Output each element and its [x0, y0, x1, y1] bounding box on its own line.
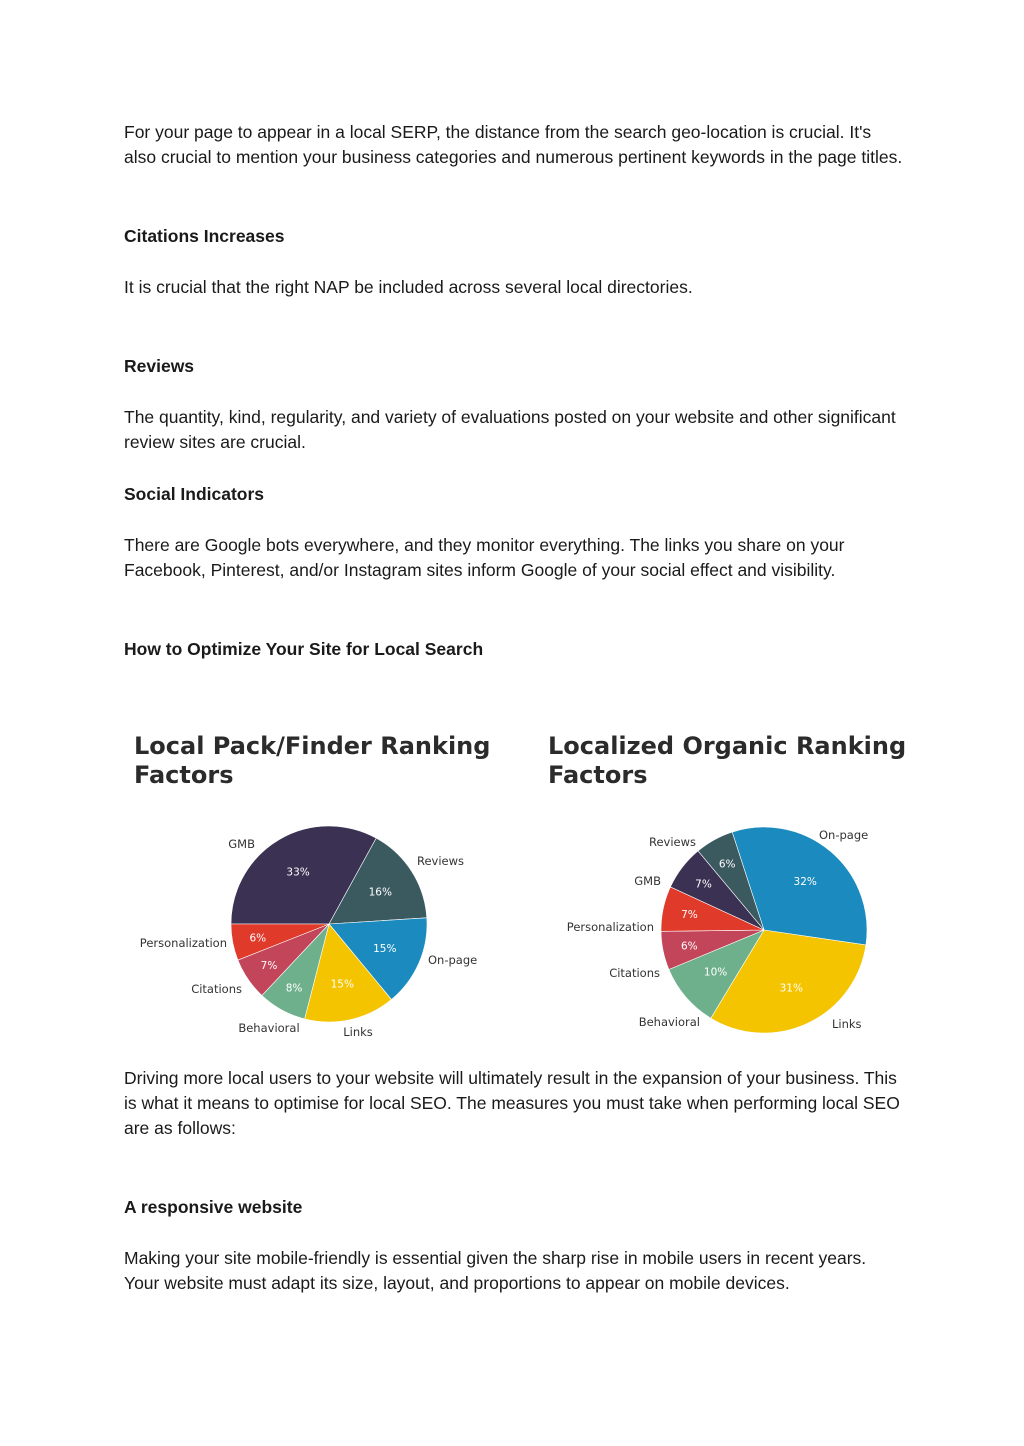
category-label-links: Links — [832, 1017, 862, 1031]
category-label-citations: Citations — [609, 966, 660, 980]
value-label-links: 15% — [330, 978, 354, 991]
value-label-reviews: 6% — [718, 858, 736, 871]
intro-paragraph: For your page to appear in a local SERP, the distance from the search geo-location is crucial. It's also crucial to mention your business categories and numerous pertinent keywords in the page titles. — [124, 122, 903, 167]
reviews-paragraph: The quantity, kind, regularity, and variety of evaluations posted on your website and other significant review sites are crucial. — [124, 407, 896, 452]
optimize-heading: How to Optimize Your Site for Local Search — [124, 639, 484, 659]
value-label-behavioral: 10% — [703, 966, 728, 979]
chart-title: Local Pack/Finder Ranking Factors — [134, 732, 491, 789]
category-label-reviews: Reviews — [648, 835, 696, 849]
category-label-on-page: On-page — [428, 953, 478, 967]
value-label-reviews: 16% — [368, 886, 392, 899]
citations-paragraph: It is crucial that the right NAP be included across several local directories. — [124, 277, 693, 297]
category-label-personalization: Personalization — [566, 920, 654, 934]
local-pack-chart — [124, 732, 504, 1044]
value-label-personalization: 6% — [249, 932, 267, 945]
category-label-behavioral: Behavioral — [238, 1021, 300, 1035]
value-label-gmb: 33% — [286, 866, 310, 879]
citations-heading: Citations Increases — [124, 226, 285, 246]
local-pack-pie — [124, 732, 524, 1044]
value-label-citations: 6% — [680, 940, 698, 953]
responsive-paragraph: Making your site mobile-friendly is essential given the sharp rise in mobile users in recent years. Your website must adapt its size, layout, and proportions to appear on mobile devices. — [124, 1248, 867, 1293]
organic-pie — [538, 732, 918, 1044]
reviews-heading: Reviews — [124, 356, 195, 376]
value-label-on-page: 32% — [793, 876, 817, 889]
responsive-heading: A responsive website — [124, 1197, 303, 1217]
value-label-behavioral: 8% — [285, 982, 303, 995]
value-label-citations: 7% — [260, 959, 278, 972]
category-label-links: Links — [343, 1025, 373, 1039]
value-label-personalization: 7% — [681, 909, 698, 922]
value-label-gmb: 7% — [695, 878, 712, 891]
category-label-behavioral: Behavioral — [638, 1015, 700, 1029]
optimize-paragraph: Driving more local users to your website will ultimately result in the expansion of your business. This is what it means to optimise for local SEO. The measures you must take when performing local SEO are as follows: — [124, 1068, 900, 1138]
social-paragraph: There are Google bots everywhere, and they monitor everything. The links you share on your Facebook, Pinterest, and/or Instagram sites inform Google of your social effect and visibility. — [124, 535, 845, 580]
social-heading: Social Indicators — [124, 484, 265, 504]
document-body — [124, 120, 904, 662]
category-label-gmb: GMB — [228, 837, 255, 851]
category-label-reviews: Reviews — [417, 854, 465, 868]
category-label-on-page: On-page — [819, 828, 869, 842]
value-label-on-page: 15% — [373, 943, 397, 956]
chart-title: Localized Organic Ranking Factors — [548, 732, 907, 789]
document-body-lower — [124, 1066, 904, 1296]
value-label-links: 31% — [779, 982, 803, 995]
ranking-charts — [124, 732, 907, 1044]
category-label-citations: Citations — [191, 982, 242, 996]
category-label-gmb: GMB — [634, 874, 661, 888]
category-label-personalization: Personalization — [139, 936, 227, 950]
organic-chart — [538, 732, 918, 1044]
